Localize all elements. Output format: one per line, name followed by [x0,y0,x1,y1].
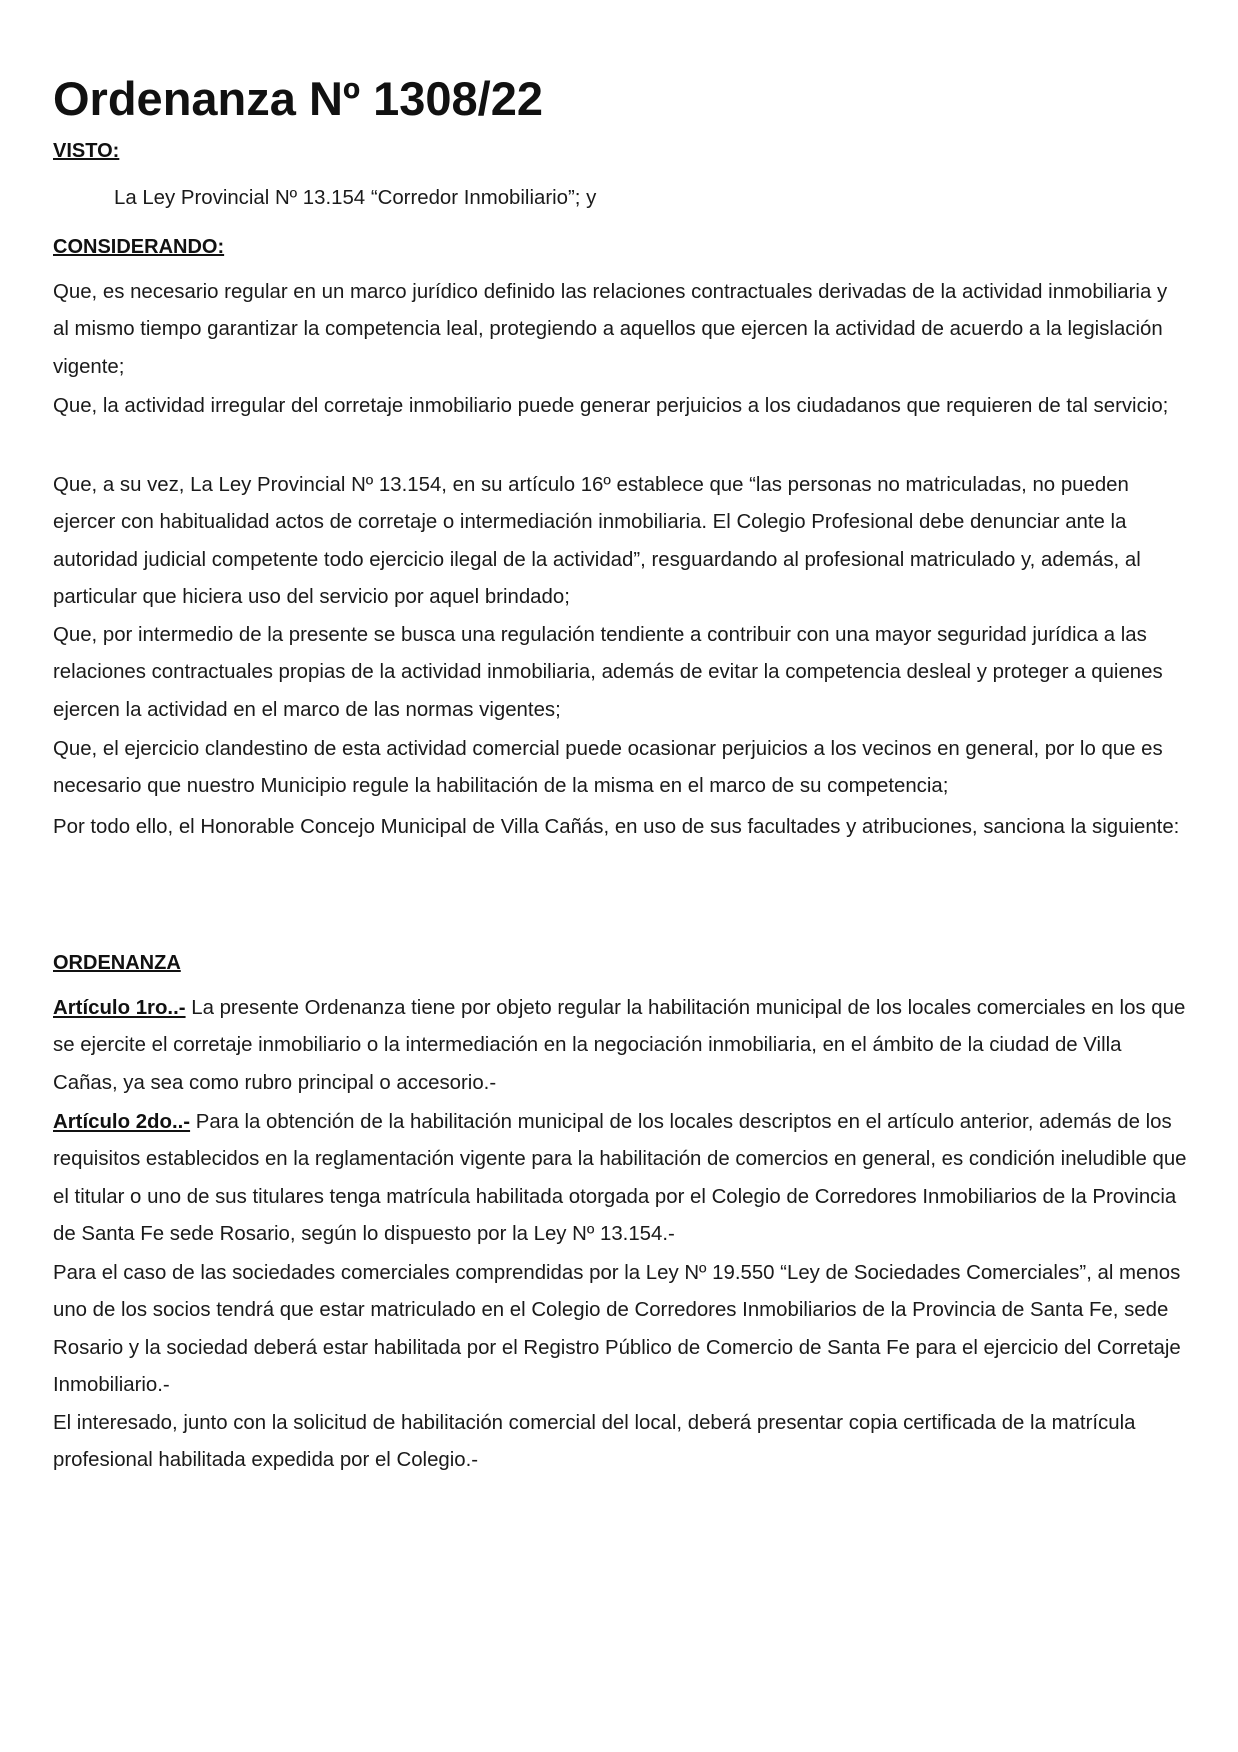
considerando-paragraph-5: Que, el ejercicio clandestino de esta actividad comercial puede ocasionar perjuicios a los vecinos en general, por lo que es necesario que nuestro Municipio regule la habilitación de la misma en el marco de su competencia; [53,738,1163,798]
article-2 [53,1104,1188,1253]
considerando-heading: CONSIDERANDO: [53,236,225,258]
visto-heading: VISTO: [53,140,120,162]
considerando-paragraph-2: Que, la actividad irregular del corretaje inmobiliario puede generar perjuicios a los ciudadanos que requieren de tal servicio; [53,395,1169,417]
considerando-paragraph-1: Que, es necesario regular en un marco jurídico definido las relaciones contractuales derivadas de la actividad inmobiliaria y al mismo tiempo garantizar la competencia leal, protegiendo a aquellos que ejercen la actividad de acuerdo a la legislación vigente; [53,281,1168,378]
article-1-label: Artículo 1ro..- [53,997,186,1019]
article-1 [53,990,1188,1102]
article-1-text: La presente Ordenanza tiene por objeto regular la habilitación municipal de los locales comerciales en los que se ejercite el corretaje inmobiliario o la intermediación en la negociación inmobiliaria, en el ámbito de la ciudad de Villa Cañas, ya sea como rubro principal o accesorio.- [53,997,1186,1094]
visto-text: La Ley Provincial Nº 13.154 “Corredor Inmobiliario”; y [114,187,597,209]
considerando-paragraph-3: Que, a su vez, La Ley Provincial Nº 13.154, en su artículo 16º establece que “las personas no matriculadas, no pueden ejercer con habitualidad actos de corretaje o intermediación inmobiliaria. El Colegio Profesional debe denunciar ante la autoridad judicial competente todo ejercicio ilegal de la actividad”, resguardando al profesional matriculado y, además, al particular que hiciera uso del servicio por aquel brindado; [53,474,1141,608]
article-2-label: Artículo 2do..- [53,1111,191,1133]
considerando-paragraph-4: Que, por intermedio de la presente se busca una regulación tendiente a contribuir con una mayor seguridad jurídica a las relaciones contractuales propias de la actividad inmobiliaria, además de evitar la competencia desleal y proteger a quienes ejercen la actividad en el marco de las normas vigentes; [53,624,1163,721]
article-2-text: Para la obtención de la habilitación municipal de los locales descriptos en el artículo anterior, además de los requisitos establecidos en la reglamentación vigente para la habilitación de comercios en general, es condición ineludible que el titular o uno de sus titulares tenga matrícula habilitada otorgada por el Colegio de Corredores Inmobiliarios de la Provincia de Santa Fe sede Rosario, según lo dispuesto por la Ley Nº 13.154.- [53,1111,1187,1245]
ordenanza-paragraph-1: Para el caso de las sociedades comerciales comprendidas por la Ley Nº 19.550 “Ley de Sociedades Comerciales”, al menos uno de los socios tendrá que estar matriculado en el Colegio de Corredores Inmobiliarios de la Provincia de Santa Fe, sede Rosario y la sociedad deberá estar habilitada por el Registro Público de Comercio de Santa Fe para el ejercicio del Corretaje Inmobiliario.- [53,1262,1181,1396]
considerando-paragraph-6: Por todo ello, el Honorable Concejo Municipal de Villa Cañás, en uso de sus facultades y atribuciones, sanciona la siguiente: [53,816,1180,838]
ordenanza-heading: ORDENANZA [53,952,181,974]
ordenanza-paragraph-2: El interesado, junto con la solicitud de habilitación comercial del local, deberá presentar copia certificada de la matrícula profesional habilitada expedida por el Colegio.- [53,1412,1136,1472]
document-title: Ordenanza Nº 1308/22 [53,72,544,125]
